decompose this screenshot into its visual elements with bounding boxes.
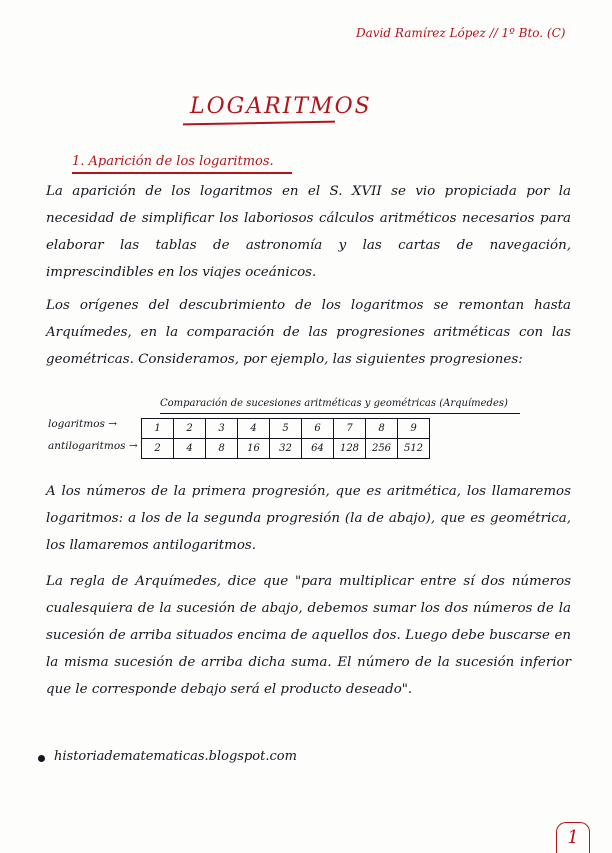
table-cell: 16 [238,439,270,459]
table-cell: 9 [398,419,430,439]
table-cell: 5 [270,419,302,439]
row-label-antilogaritmos: antilogaritmos → [48,440,138,452]
author-line: David Ramírez López // 1º Bto. (C) [356,26,566,40]
table-cell: 1 [142,419,174,439]
section-heading: 1. Aparición de los logaritmos. [72,154,274,169]
table-cell: 6 [302,419,334,439]
progressions-table [141,418,430,459]
title-underline [183,121,335,126]
bullet-dot [38,755,45,762]
table-cell: 8 [206,439,238,459]
table-cell: 32 [270,439,302,459]
table-cell: 64 [302,439,334,459]
page-title: LOGARITMOS [190,94,372,119]
paragraph-4: La regla de Arquímedes, dice que "para multiplicar entre sí dos números cualesquiera de la sucesión de abajo, debemos sumar los dos números de la sucesión de arriba situados encima de aquellos dos. Luego debe buscarse en la misma sucesión de arriba dicha suma. El número de la sucesión inferior que le corresponde debajo será el producto deseado". [46,574,571,697]
table-cell: 256 [366,439,398,459]
paragraph-2: Los orígenes del descubrimiento de los logaritmos se remontan hasta Arquímedes, en la comparación de las progresiones aritméticas con las geométricas. Consideramos, por ejemplo, las siguientes progresiones: [46,298,571,367]
row-label-logaritmos: logaritmos → [48,418,118,430]
table-row-logaritmos [142,419,430,439]
paragraph-3: A los números de la primera progresión, que es aritmética, los llamaremos logaritmos: a los de la segunda progresión (la de abajo), que es geométrica, los llamaremos antilogaritmos. [46,484,571,553]
table-cell: 128 [334,439,366,459]
table-cell: 7 [334,419,366,439]
table-cell: 4 [174,439,206,459]
table-cell: 4 [238,419,270,439]
table-cell: 2 [174,419,206,439]
table-cell: 512 [398,439,430,459]
caption-underline [160,413,520,414]
page-number: 1 [556,822,590,853]
table-row-antilogaritmos [142,439,430,459]
section-underline [72,172,292,174]
table-caption: Comparación de sucesiones aritméticas y geométricas (Arquímedes) [160,398,508,409]
paragraph-1: La aparición de los logaritmos en el S. XVII se vio propiciada por la necesidad de simplificar los laboriosos cálculos aritméticos necesarios para elaborar las tablas de astronomía y las cartas de navegación, imprescindibles en los viajes oceánicos. [46,184,571,280]
table-cell: 8 [366,419,398,439]
table-cell: 3 [206,419,238,439]
source-link[interactable]: historiadematematicas.blogspot.com [54,749,297,764]
table-cell: 2 [142,439,174,459]
